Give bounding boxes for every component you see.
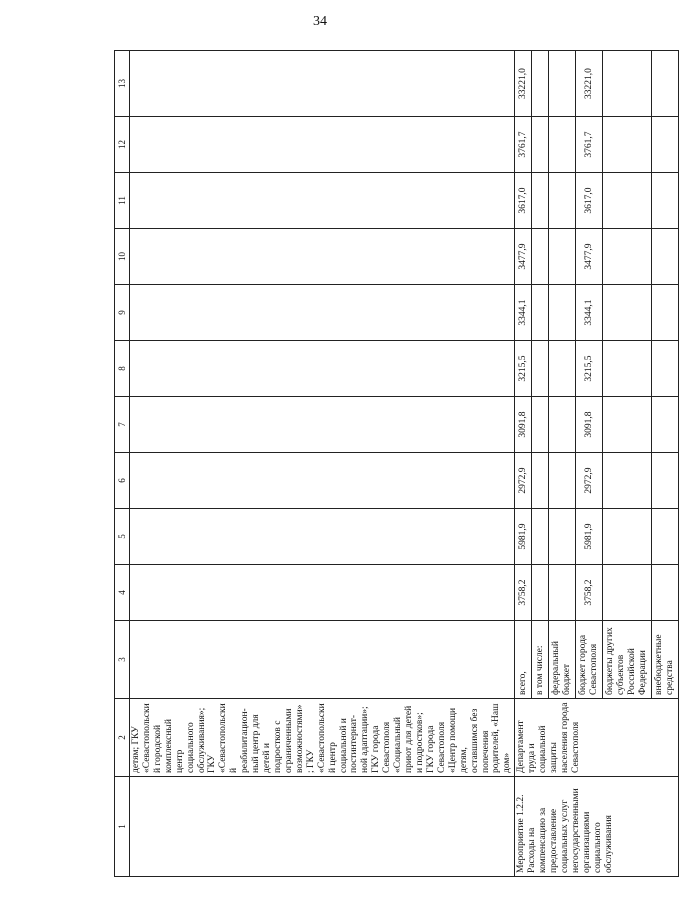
value-cell <box>652 509 679 565</box>
value-cell <box>652 51 679 117</box>
value-cell <box>549 341 576 397</box>
cell-empty <box>130 565 515 621</box>
value-cell: 5981,9 <box>515 509 532 565</box>
cell-empty <box>130 509 515 565</box>
source-label: в том числе: <box>532 621 549 699</box>
value-cell: 5981,9 <box>576 509 603 565</box>
cell-empty <box>130 453 515 509</box>
value-cell: 3215,5 <box>515 341 532 397</box>
measure-name-cell: Мероприятие 1.2.2. Расходы на компенсацию за предоставление социальных услуг негосударственными организациями социального обслуживания <box>515 777 679 877</box>
value-cell <box>603 285 652 341</box>
source-label: бюджет города Севастополя <box>576 621 603 699</box>
value-cell <box>549 51 576 117</box>
col-header: 6 <box>115 453 130 509</box>
col-header: 4 <box>115 565 130 621</box>
value-cell: 2972,9 <box>576 453 603 509</box>
table-row-continued <box>130 51 515 877</box>
cell-empty <box>130 341 515 397</box>
value-cell: 3758,2 <box>576 565 603 621</box>
col-header: 5 <box>115 509 130 565</box>
value-cell <box>652 229 679 285</box>
value-cell <box>532 509 549 565</box>
col-header: 7 <box>115 397 130 453</box>
value-cell: 3477,9 <box>576 229 603 285</box>
source-label: внебюджетные средства <box>652 621 679 699</box>
value-cell <box>532 285 549 341</box>
col-header: 1 <box>115 777 130 877</box>
value-cell: 3761,7 <box>576 117 603 173</box>
value-cell <box>549 509 576 565</box>
value-cell: 3091,8 <box>576 397 603 453</box>
col-header: 10 <box>115 229 130 285</box>
cell-empty <box>130 51 515 117</box>
value-cell <box>603 51 652 117</box>
cell-empty <box>130 117 515 173</box>
value-cell <box>652 173 679 229</box>
value-cell: 3617,0 <box>515 173 532 229</box>
page-number: 34 <box>313 14 327 29</box>
value-cell: 3215,5 <box>576 341 603 397</box>
source-label: бюджеты других субъектов Российской Федерации <box>603 621 652 699</box>
executor-cell: Департамент труда и социальной защиты населения города Севастополя <box>515 699 679 777</box>
col-header: 9 <box>115 285 130 341</box>
value-cell <box>532 173 549 229</box>
value-cell <box>532 51 549 117</box>
cell-empty <box>130 285 515 341</box>
value-cell: 33221,0 <box>515 51 532 117</box>
value-cell <box>603 565 652 621</box>
column-number-row <box>115 51 130 877</box>
value-cell <box>532 565 549 621</box>
value-cell <box>603 509 652 565</box>
value-cell <box>549 285 576 341</box>
value-cell <box>603 453 652 509</box>
col-header: 2 <box>115 699 130 777</box>
value-cell <box>652 117 679 173</box>
col-header: 3 <box>115 621 130 699</box>
value-cell: 3091,8 <box>515 397 532 453</box>
value-cell <box>603 229 652 285</box>
value-cell <box>603 173 652 229</box>
value-cell <box>532 397 549 453</box>
value-cell: 3477,9 <box>515 229 532 285</box>
value-cell <box>652 285 679 341</box>
table-row-total <box>515 51 532 877</box>
value-cell <box>652 341 679 397</box>
cell-empty <box>130 229 515 285</box>
value-cell <box>652 453 679 509</box>
value-cell <box>549 229 576 285</box>
value-cell: 3344,1 <box>576 285 603 341</box>
value-cell: 3761,7 <box>515 117 532 173</box>
value-cell <box>549 453 576 509</box>
value-cell: 3758,2 <box>515 565 532 621</box>
value-cell <box>603 341 652 397</box>
value-cell <box>549 397 576 453</box>
value-cell <box>532 229 549 285</box>
value-cell: 2972,9 <box>515 453 532 509</box>
col-header: 11 <box>115 173 130 229</box>
value-cell <box>549 173 576 229</box>
value-cell: 33221,0 <box>576 51 603 117</box>
source-label: всего, <box>515 621 532 699</box>
col-header: 8 <box>115 341 130 397</box>
budget-table <box>114 50 679 877</box>
col-header: 13 <box>115 51 130 117</box>
value-cell <box>549 117 576 173</box>
cell-empty <box>130 621 515 699</box>
cell-empty <box>130 173 515 229</box>
value-cell <box>532 341 549 397</box>
value-cell <box>532 453 549 509</box>
value-cell <box>652 397 679 453</box>
cell-empty <box>130 397 515 453</box>
value-cell: 3344,1 <box>515 285 532 341</box>
col-header: 12 <box>115 117 130 173</box>
value-cell: 3617,0 <box>576 173 603 229</box>
value-cell <box>549 565 576 621</box>
source-label: федеральный бюджет <box>549 621 576 699</box>
value-cell <box>652 565 679 621</box>
value-cell <box>603 397 652 453</box>
value-cell <box>532 117 549 173</box>
value-cell <box>603 117 652 173</box>
executor-cell: детям; ГКУ «Севастопольский городской комплексный центр социального обслуживания»; ГКУ «Севастопольский реабилитацион-ный центр для детей и подростков с ограниченными возможностями»; ГКУ «Севастопольский центр социальной и постинтернат-ной адаптации»; ГКУ города Севастополя «Социальный приют для детей и подростков»; ГКУ города Севастополя «Центр помощи детям, оставшимся без попечения родителей, «Наш дом» <box>130 699 515 777</box>
cell-empty <box>130 777 515 877</box>
rotated-table-container <box>114 51 676 877</box>
